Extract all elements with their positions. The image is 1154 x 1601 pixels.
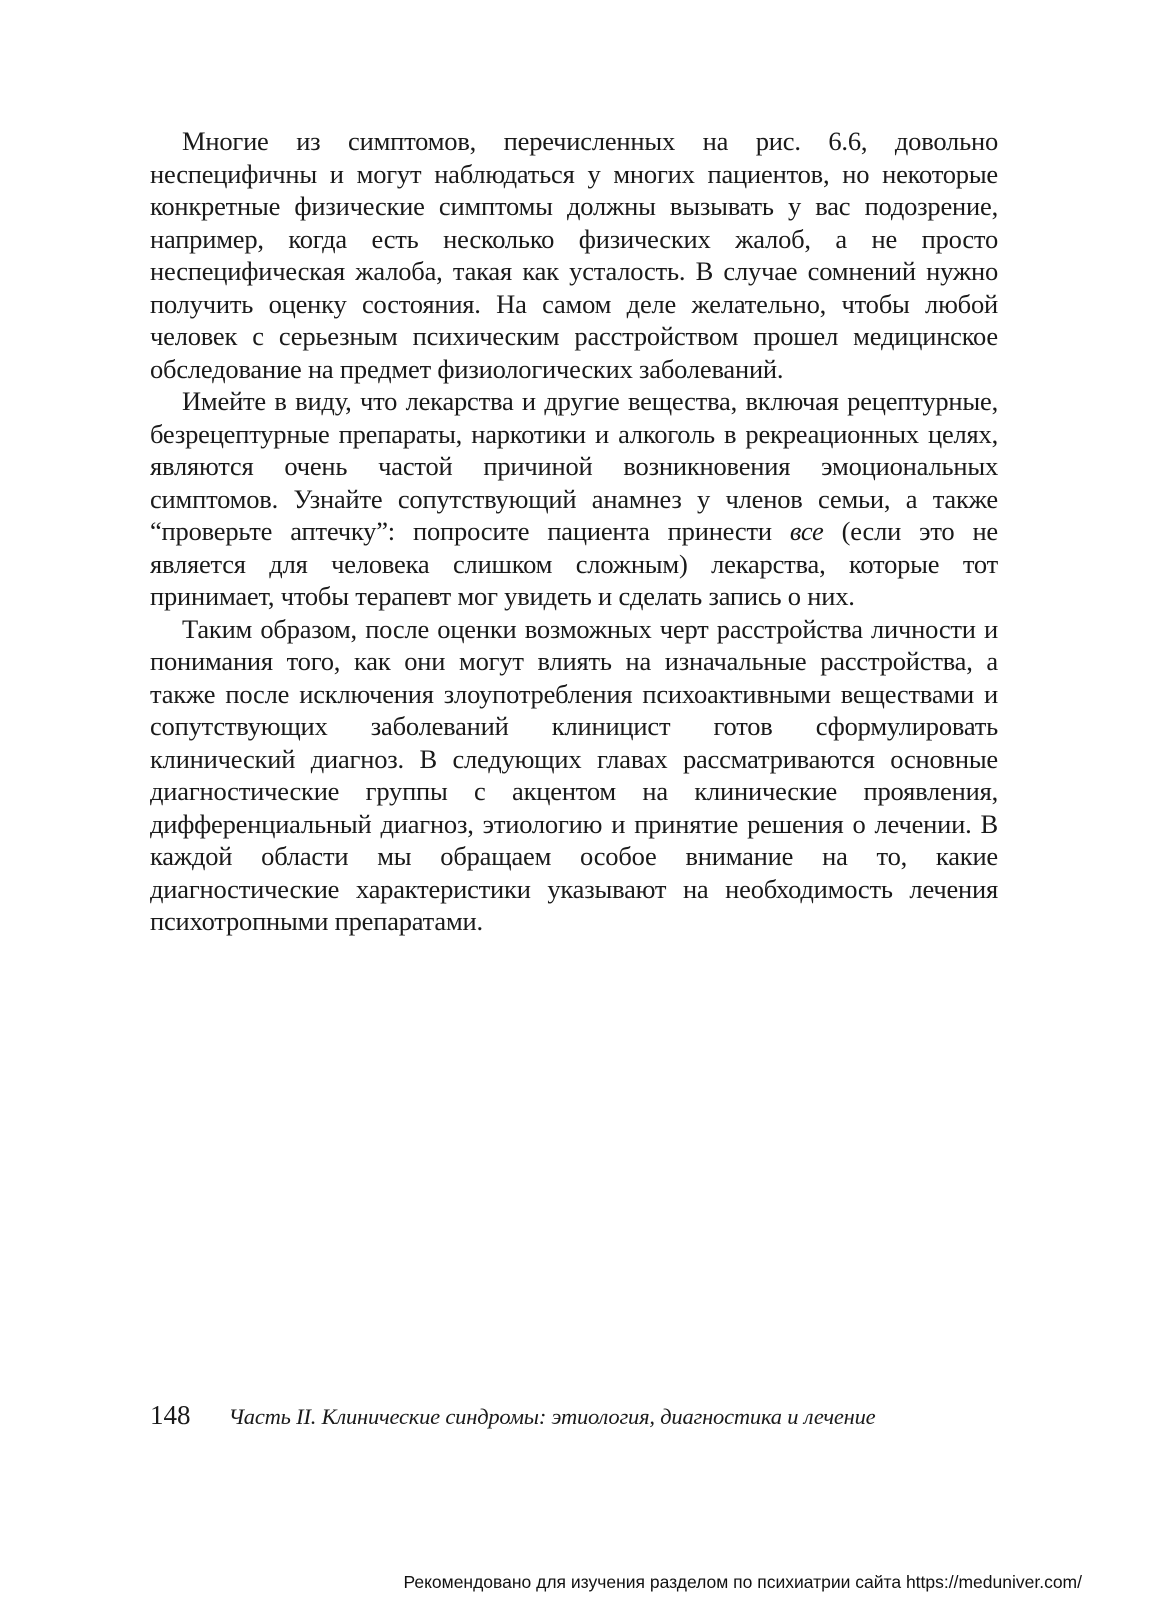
paragraph-medications-emphasis: все — [789, 516, 824, 546]
page-footer — [150, 1400, 998, 1436]
paragraph-medications-end: (если это не является для человека слишком сложным) лекарства, которые тот принимает, чтобы терапевт мог увидеть и сделать запись о них. — [150, 516, 998, 611]
page-number: 148 — [150, 1400, 191, 1430]
paragraph-medications-start: Имейте в виду, что лекарства и другие вещества, включая рецептурные, безрецептурные препараты, наркотики и алкоголь в рекреационных целях, являются очень частой причиной возникновения эмоциональных симптомов. Узнайте сопутствующий анамнез у членов семьи, а также “проверьте аптечку”: попросите пациента принести — [150, 386, 998, 546]
paragraph-medications — [150, 385, 998, 613]
paragraph-conclusion: Таким образом, после оценки возможных черт расстройства личности и понимания того, как они могут влиять на изначальные расстройства, а также после исключения злоупотребления психоактивными веществами и сопутствующих заболеваний клиницист готов сформулировать клинический диагноз. В следующих главах рассматриваются основные диагностические группы с акцентом на клинические проявления, дифференциальный диагноз, этиологию и принятие решения о лечении. В каждой области мы обращаем особое внимание на то, какие диагностические характеристики указывают на необходимость лечения психотропными препаратами. — [150, 613, 998, 936]
page-body — [150, 125, 998, 938]
running-footer-title: Часть II. Клинические синдромы: этиология, диагностика и лечение — [228, 1404, 876, 1429]
paragraph-symptoms: Многие из симптомов, перечисленных на рис. 6.6, довольно неспецифичны и могут наблюдаться у многих пациентов, но некоторые конкретные физические симптомы должны вызывать у вас подозрение, например, когда есть несколько физических жалоб, а не просто неспецифическая жалоба, такая как усталость. В случае сомнений нужно получить оценку состояния. На самом деле желательно, чтобы любой человек с серьезным психическим расстройством прошел медицинское обследование на предмет физиологических заболеваний. — [150, 126, 998, 384]
source-watermark: Рекомендовано для изучения разделом по психиатрии сайта https://meduniver.com/ — [403, 1572, 1082, 1592]
